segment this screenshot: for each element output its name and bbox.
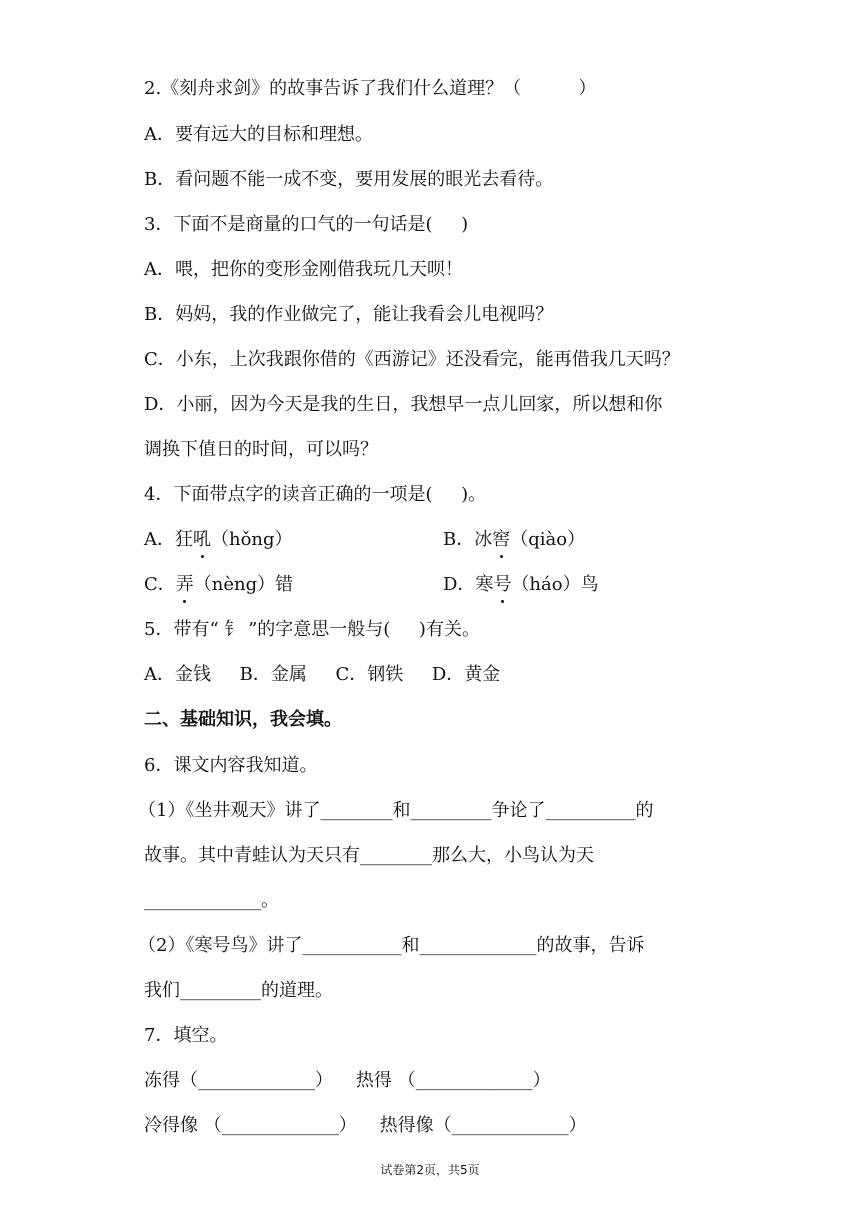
question-7-stem: 7．填空。 [144, 1025, 228, 1046]
question-3-stem: 3．下面不是商量的口气的一句话是( ) [144, 214, 469, 235]
question-3-option-d-line1: D．小丽，因为今天是我的生日，我想早一点儿回家，所以想和你 [144, 394, 663, 415]
question-5-options: A．金钱 B．金属 C．钢铁 D．黄金 [144, 664, 501, 685]
question-5-stem: 5．带有“ 钅 ”的字意思一般与( )有关。 [144, 619, 480, 640]
question-4-option-c [144, 572, 293, 598]
question-4-stem: 4．下面带点字的读音正确的一项是( )。 [144, 484, 487, 505]
question-6-stem: 6．课文内容我知道。 [144, 755, 318, 776]
question-6-part1-line1: （1）《坐井观天》讲了________和_________争论了__________的 [138, 800, 654, 821]
option-b-pinyin: （qiào） [510, 529, 586, 550]
question-3-option-b: B．妈妈，我的作业做完了，能让我看会儿电视吗？ [144, 304, 554, 325]
question-7-row1: 冻得（_____________） 热得 （_____________） [144, 1070, 551, 1091]
question-6-part2-line1: （2）《寒号鸟》讲了___________和_____________的故事，告诉 [138, 935, 645, 956]
option-d-pinyin: （háo）鸟 [511, 574, 599, 595]
option-a-dotted-char: 吼 [193, 527, 211, 553]
question-3-option-a: A．喂，把你的变形金刚借我玩几天呗！ [144, 259, 463, 280]
option-b-dotted-char: 窖 [492, 527, 510, 553]
question-4-option-a [144, 527, 293, 553]
option-d-prefix: D．寒 [443, 574, 494, 595]
question-3-option-d-line2: 调换下值日的时间，可以吗？ [144, 439, 378, 460]
option-d-dotted-char: 号 [493, 572, 511, 598]
question-6-part1-line2: 故事。其中青蛙认为天只有________那么大，小鸟认为天 [144, 845, 594, 866]
question-6-part1-line3: _____________。 [144, 890, 279, 911]
question-2-option-a: A．要有远大的目标和理想。 [144, 124, 373, 145]
option-a-prefix: A．狂 [144, 529, 193, 550]
page-footer: 试卷第2页，共5页 [380, 1163, 480, 1177]
option-c-dotted-char: 弄 [176, 572, 194, 598]
question-7-row2: 冷得像 （_____________） 热得像（_____________） [144, 1115, 587, 1136]
question-6-part2-line2: 我们_________的道理。 [144, 980, 333, 1001]
question-3-option-c: C．小东，上次我跟你借的《西游记》还没看完，能再借我几天吗？ [144, 349, 680, 370]
option-c-pinyin: （nèng）错 [193, 574, 294, 595]
option-a-pinyin: （hǒng） [211, 529, 293, 550]
option-c-prefix: C． [144, 574, 176, 595]
section-2-heading: 二、基础知识，我会填。 [144, 709, 342, 730]
question-4-option-d [443, 572, 599, 598]
option-b-prefix: B．冰 [443, 529, 493, 550]
question-4-option-b [443, 527, 585, 553]
question-2-stem: 2.《刻舟求剑》的故事告诉了我们什么道理？（ ） [144, 78, 597, 99]
question-2-option-b: B．看问题不能一成不变，要用发展的眼光去看待。 [144, 169, 554, 190]
